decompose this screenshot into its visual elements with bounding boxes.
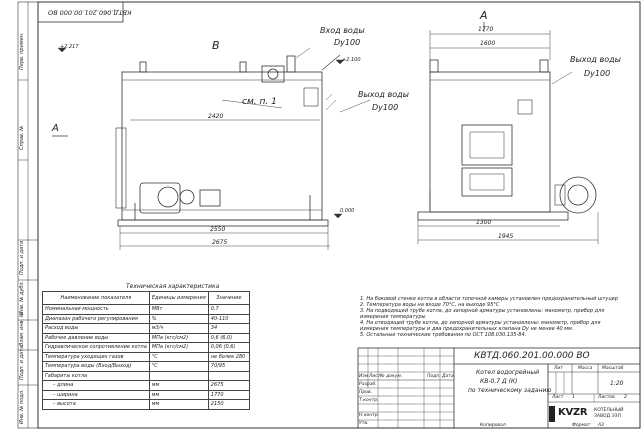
- title-name-line3: по техническому заданию: [468, 387, 552, 394]
- company-sub-2: ЗАВОД ЭЗП: [594, 414, 621, 419]
- company-logo-mark: [549, 406, 555, 422]
- table-row: Расход воды м3/ч 34: [43, 324, 250, 334]
- water-right-size: Dy100: [584, 69, 611, 78]
- table-row: – ширина мм 1770: [43, 390, 250, 400]
- sheet-number: 1: [572, 395, 575, 400]
- scale-value: 1:20: [610, 380, 624, 387]
- spec-header-unit: Единицы измерения: [149, 292, 208, 305]
- table-row: Рабочее давление воды МПа (кгс/см2) 0,6 (6,0): [43, 333, 250, 343]
- label-sheet: Лист: [552, 395, 564, 400]
- col-list: Лист: [369, 374, 381, 379]
- margin-label-podp-data-1: Подп. и дата: [19, 240, 25, 275]
- water-right-label: Выход воды: [570, 55, 621, 64]
- title-name-line2: КВ-0,7 Д (К): [480, 378, 518, 385]
- margin-label-sprav-nomer: Справ. №: [19, 125, 25, 150]
- company-logo: KVZR: [558, 407, 588, 418]
- label-lit: Лит: [554, 366, 563, 371]
- see-note-label: см. п. 1: [242, 97, 277, 107]
- spec-header-value: Значение: [208, 292, 249, 305]
- dimension-1600: 1600: [480, 40, 496, 47]
- label-format: Формат: [572, 423, 591, 428]
- boiler-front-view: [418, 60, 596, 220]
- table-row: Габариты котла: [43, 371, 250, 381]
- technical-notes: [360, 296, 618, 338]
- table-row: Номинальная мощность МВт 0,7: [43, 305, 250, 315]
- margin-label-inv-podl: Инв. № подл.: [19, 389, 25, 424]
- water-inlet-label: Вход воды: [320, 26, 365, 35]
- dimension-lines: [52, 22, 598, 250]
- col-date: Дата: [442, 374, 454, 379]
- role-utv: Утв.: [359, 421, 369, 426]
- spec-header-row: [43, 292, 250, 305]
- note-4: 4. На отводящей трубе котла, до запорной арматуры установлены: манометр, прибор для: [360, 320, 601, 326]
- boiler-side-view: [116, 55, 340, 226]
- table-row: Диапазон рабочего регулирования % 40-110: [43, 314, 250, 324]
- dimension-1945: 1945: [498, 233, 514, 240]
- table-row: – высота мм 2150: [43, 400, 250, 410]
- format-value: А3: [598, 423, 604, 428]
- note-5: 5. Остальные технические требования по ОСТ 108.030.135-84.: [360, 332, 527, 338]
- col-izm: Изм: [359, 374, 369, 379]
- role-tkontr: Т.контр.: [359, 398, 379, 403]
- label-kopiroval: Копировал: [480, 423, 506, 428]
- label-masshtab: Масштаб: [602, 366, 624, 371]
- spec-table: [42, 291, 250, 410]
- col-sign: Подп.: [427, 374, 441, 379]
- label-massa: Масса: [578, 366, 593, 371]
- sheets-total: 2: [624, 395, 627, 400]
- company-sub-1: КОТЕЛЬНЫЙ: [594, 408, 624, 413]
- table-row: – длина мм 2675: [43, 381, 250, 391]
- dimension-2420: 2420: [208, 113, 224, 120]
- table-row: Температура воды (Вход/Выход) °С 70/95: [43, 362, 250, 372]
- spec-header-name: Наименование показателя: [43, 292, 150, 305]
- table-row: Гидравлическое сопротивление котла МПа (кгс/см2) 0,06 (0,6): [43, 343, 250, 353]
- label-sheets-total: Листов: [598, 395, 615, 400]
- margin-label-vzam-inv: Взам. инв. №: [19, 312, 25, 346]
- elevation-2217: +2.217: [60, 44, 79, 50]
- dimension-2675: 2675: [212, 239, 228, 246]
- dimension-1300: 1300: [476, 219, 492, 226]
- note-3-cont: измерения температуры: [360, 314, 426, 320]
- water-inlet-size: Dy100: [334, 38, 361, 47]
- dimension-1770: 1770: [478, 26, 494, 33]
- dimension-2550: 2550: [210, 226, 226, 233]
- water-outlet-label: Выход воды: [358, 90, 409, 99]
- margin-label-inv-dubl: Инв. № дубл.: [19, 280, 25, 315]
- view-label-a-top: А: [480, 9, 488, 22]
- role-prov: Пров.: [359, 390, 373, 395]
- title-name-line1: Котел водогрейный: [476, 369, 539, 376]
- spec-title: Техническая характеристика: [126, 283, 220, 290]
- margin-label-podp-data-2: Подп. и дата: [19, 345, 25, 380]
- role-razrab: Разраб.: [359, 382, 377, 387]
- water-outlet-size: Dy100: [372, 103, 399, 112]
- elevation-2100: +2.100: [342, 57, 361, 63]
- view-label-b: В: [212, 39, 220, 52]
- note-4-cont: измерения температуры и два предохранительных клапана Dy не менее 40 мм.: [360, 326, 574, 332]
- note-1: 1. На боковой стенке котла в области топочной камеры установлен предохранительный штуцер: [360, 296, 619, 302]
- table-row: Температура уходящих газов °С не более 280: [43, 352, 250, 362]
- elevation-0000: 0.000: [340, 208, 355, 214]
- title-doc-number: КВТД.060.201.00.000 ВО: [474, 351, 590, 361]
- note-3: 3. На подводящей трубе котла, до запорной арматуры установлены: манометр, прибор для: [360, 308, 605, 314]
- doc-number-rotated: КВТД.060.201.00.000 ВО: [48, 8, 132, 17]
- role-nkontr: Н.контр.: [359, 413, 380, 418]
- margin-label-perv-primen: Перв. примен.: [19, 32, 25, 70]
- col-ndoc: № докум.: [380, 374, 403, 379]
- view-label-a-left: А: [52, 123, 59, 134]
- note-2: 2. Температура воды на входе 70°С, на выходе 95°С: [360, 302, 500, 308]
